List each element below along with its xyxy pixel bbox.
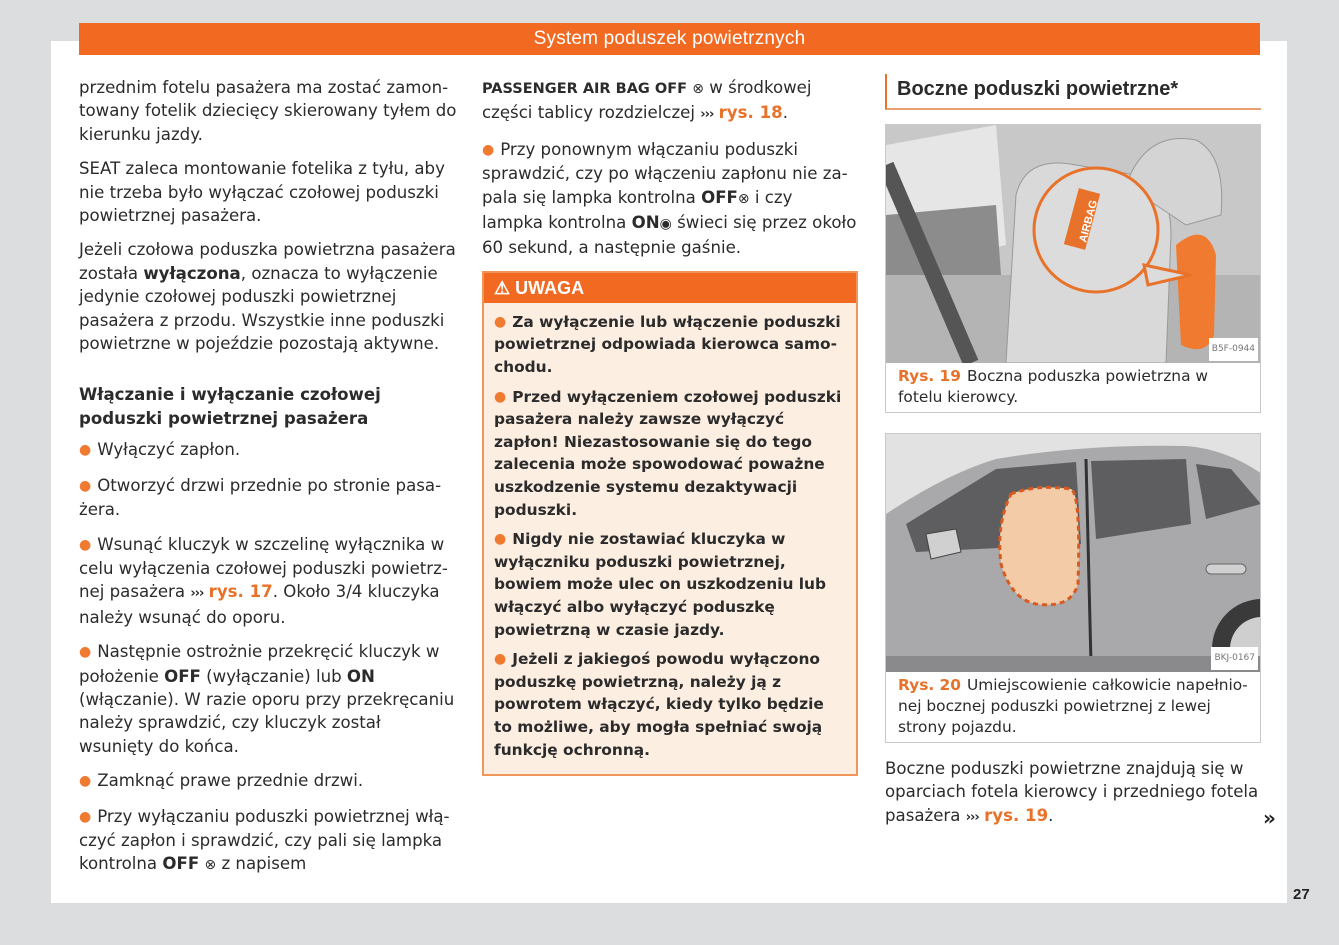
airbag-on-icon: ◉ xyxy=(659,216,672,233)
airbag-off-icon: ⊗ xyxy=(692,81,705,97)
list-item: ● Zamknąć prawe przednie drzwi. xyxy=(79,771,364,791)
paragraph: SEAT zaleca montowanie fotelika z tyłu, aby nie trzeba było wyłączać czołowej poduszki powietrznej pasażera. xyxy=(79,159,445,226)
page-header-bar: System poduszek powietrznych xyxy=(79,23,1260,55)
off-label: OFF xyxy=(701,187,738,207)
emphasis: wyłączona xyxy=(143,263,241,283)
warning-item: ● Za wyłączenie lub włączenie poduszki powietrznej odpowiada kierowca samochodu. xyxy=(494,312,841,377)
figure-caption: Rys. 20 Umiejscowienie całkowicie napełnionej bocznej poduszki powietrznej z lewej strony pojazdu. xyxy=(898,676,1248,736)
bullet-icon: ● xyxy=(79,442,92,459)
list-item: ● Wyłączyć zapłon. xyxy=(79,440,241,460)
off-label: OFF xyxy=(162,854,200,874)
reference-arrows-icon: ››› xyxy=(190,586,204,602)
continue-icon: » xyxy=(1263,806,1276,830)
list-item: ● Przy ponownym włączaniu poduszki sprawdzić, czy po włączeniu zapłonu nie zapala się lampka kontrolna OFF⊗ i czy lampka kontrolna ON◉ świeci się przez około 60 sekund, a następnie gaśnie. xyxy=(482,139,857,258)
seat-airbag-illustration xyxy=(886,125,1260,363)
reference-arrows-icon: ››› xyxy=(700,107,714,123)
off-label: OFF xyxy=(164,666,201,686)
bullet-icon: ● xyxy=(79,477,92,494)
paragraph: Boczne poduszki powietrzne znajdują się w oparciach fotela kierowcy i przedniego fotela pasażera ››› rys. 19. xyxy=(885,759,1259,825)
svg-text:AIRBAG: AIRBAG xyxy=(1077,198,1101,244)
list-item: ● Otworzyć drzwi przednie po stronie pasażera. xyxy=(79,475,442,520)
warning-item: ● Jeżeli z jakiegoś powodu wyłączono poduszkę powietrzną, należy ją z powrotem włączyć, kiedy tylko będzie to możliwe, aby mogła spełniać swoją funkcję ochronną. xyxy=(494,650,824,759)
car-side-airbag-illustration xyxy=(886,434,1260,672)
column-3 xyxy=(885,76,1261,840)
bullet-icon: ● xyxy=(79,536,92,553)
warning-icon: ⚠ xyxy=(494,277,511,298)
list-item: ● Następnie ostrożnie przekręcić kluczyk w położenie OFF (wyłączanie) lub ON (włączanie). W razie oporu przy przekręcaniu należy sprawdzić, czy kluczyk został wsunięty do końca. xyxy=(79,642,455,756)
on-label: ON xyxy=(631,213,660,233)
on-label: ON xyxy=(346,666,375,686)
airbag-off-icon: ⊗ xyxy=(204,857,217,874)
paragraph: Jeżeli czołowa poduszka powietrzna pasażera została wyłączona, oznacza to wyłączenie jedynie czołowej poduszki powietrznej pasażera z przodu. Wszystkie inne poduszki powietrzne w pojeździe pozostają aktywne. xyxy=(79,240,456,354)
seat-illustration-icon xyxy=(886,125,1260,363)
figure-code: BKJ-0167 xyxy=(1211,647,1258,670)
warning-item: ● Nigdy nie zostawiać kluczyka w wyłączniku poduszki powietrznej, bowiem może ulec on uszkodzeniu lub włączyć albo wyłączyć poduszkę powietrzną w czasie jazdy. xyxy=(494,530,827,639)
bullet-icon: ● xyxy=(494,388,507,405)
column-2 xyxy=(482,76,858,776)
figure-caption: Rys. 19 Boczna poduszka powietrzna w fotelu kierowcy. xyxy=(898,367,1208,406)
paragraph: przednim fotelu pasażera ma zostać zamontowany fotelik dziecięcy skierowany tyłem do kierunku jazdy. xyxy=(79,78,457,144)
figure-20 xyxy=(885,433,1261,743)
figure-label: Rys. 19 xyxy=(898,367,961,385)
bullet-icon: ● xyxy=(494,313,507,330)
page-number: 27 xyxy=(1293,886,1310,903)
warning-header: ⚠ UWAGA xyxy=(484,273,856,303)
paragraph: PASSENGER AIR BAG OFF ⊗ w środkowej części tablicy rozdzielczej ››› rys. 18. xyxy=(482,78,812,123)
airbag-off-icon: ⊗ xyxy=(737,190,750,207)
reference-arrows-icon: ››› xyxy=(965,809,979,825)
warning-box xyxy=(482,271,858,776)
figure-link[interactable]: rys. 17 xyxy=(208,582,273,602)
figure-link[interactable]: rys. 18 xyxy=(718,103,783,123)
figure-link[interactable]: rys. 19 xyxy=(984,805,1049,825)
figure-19 xyxy=(885,124,1261,413)
figure-label: Rys. 20 xyxy=(898,676,961,694)
list-item: ● Wsunąć kluczyk w szczelinę wyłącznika w celu wyłączenia czołowej poduszki powietrznej pasażera ››› rys. 17. Około 3/4 kluczyka należy wsunąć do oporu. xyxy=(79,534,448,627)
bullet-icon: ● xyxy=(79,773,92,790)
list-item: ● Przy wyłączaniu poduszki powietrznej włączyć zapłon i sprawdzić, czy pali się lampka kontrolna OFF ⊗ z napisem xyxy=(79,806,450,874)
bullet-icon: ● xyxy=(79,808,92,825)
bullet-icon: ● xyxy=(79,644,92,661)
bullet-icon: ● xyxy=(482,141,495,158)
figure-code: B5F-0944 xyxy=(1209,338,1258,361)
warning-item: ● Przed wyłączeniem czołowej poduszki pasażera należy zawsze wyłączyć zapłon! Niezastosowanie się do tego zalecenia może spowodować poważne uszkodzenie systemu dezaktywacji poduszki. xyxy=(494,387,842,519)
warning-body xyxy=(484,303,856,774)
column-1 xyxy=(79,76,457,889)
passenger-airbag-off-label: PASSENGER AIR BAG OFF xyxy=(482,81,688,97)
car-illustration-icon xyxy=(886,434,1260,672)
subheading: Włączanie i wyłączanie czołowej poduszki powietrznej pasażera xyxy=(79,385,381,428)
bullet-icon: ● xyxy=(494,651,507,668)
bullet-icon: ● xyxy=(494,531,507,548)
section-title: Boczne poduszki powietrzne* xyxy=(885,74,1261,110)
